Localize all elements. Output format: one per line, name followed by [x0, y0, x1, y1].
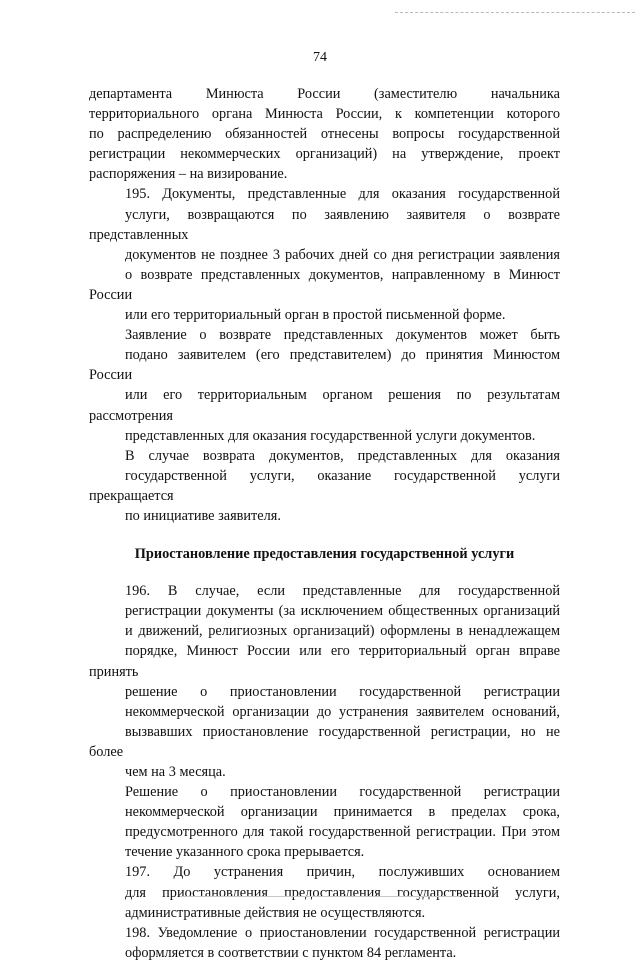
paragraph — [89, 862, 560, 922]
scan-bottom-border-line — [180, 896, 460, 897]
section-heading: Приостановление предоставления государственной услуги — [134, 546, 515, 563]
text-line: 198. Уведомление о приостановлении государственной регистрации — [125, 924, 560, 941]
text-line: по инициативе заявителя. — [125, 507, 281, 524]
text-line: услуги, возвращаются по заявлению заявителя о возврате представленных — [89, 206, 560, 243]
paragraph — [89, 782, 560, 862]
text-line: регистрации документы (за исключением общественных организаций — [125, 603, 560, 620]
text-line: или его территориальным органом решения по результатам рассмотрения — [89, 387, 560, 424]
section-after-heading — [89, 581, 560, 963]
text-line: 195. Документы, представленные для оказания государственной — [125, 186, 560, 203]
page-number: 74 — [313, 50, 327, 65]
text-line: для приостановления предоставления государственной услуги, — [125, 884, 560, 901]
text-line: департамента Минюста России (заместителю начальника — [89, 86, 560, 102]
text-line: решение о приостановлении государственной регистрации — [125, 683, 560, 700]
text-line: регистрации некоммерческих организаций) на утверждение, проект — [89, 146, 560, 163]
scan-top-border-line — [395, 12, 635, 13]
text-line: оформляется в соответствии с пунктом 84 регламента. — [125, 944, 457, 961]
paragraph — [89, 325, 560, 446]
text-line: некоммерческой организации принимается в пределах срока, — [125, 804, 560, 821]
text-line: территориального органа Минюста России, к компетенции которого — [89, 106, 560, 123]
text-line: В случае возврата документов, представленных для оказания — [125, 447, 560, 464]
paragraph — [89, 581, 560, 782]
document-body — [89, 84, 560, 963]
text-line: Решение о приостановлении государственной регистрации — [125, 784, 560, 801]
text-line: государственной услуги, оказание государственной услуги прекращается — [89, 467, 560, 504]
text-line: течение указанного срока прерывается. — [125, 844, 365, 861]
text-line: подано заявителем (его представителем) до принятия Минюстом России — [89, 347, 560, 384]
text-line: некоммерческой организации до устранения заявителем оснований, — [125, 703, 560, 720]
text-line: по распределению обязанностей отнесены вопросы государственной — [89, 126, 560, 143]
paragraph — [89, 446, 560, 526]
text-line: административные действия не осуществляются. — [125, 904, 426, 921]
text-line: вызвавших приостановление государственной регистрации, но не более — [89, 723, 560, 760]
paragraph — [89, 923, 560, 963]
text-line: Заявление о возврате представленных документов может быть — [125, 327, 560, 344]
text-line: распоряжения – на визирование. — [89, 166, 288, 183]
text-line: или его территориальный орган в простой письменной форме. — [125, 307, 506, 324]
text-line: 196. В случае, если представленные для государственной — [125, 583, 560, 600]
text-line: чем на 3 месяца. — [125, 764, 226, 780]
text-line: и движений, религиозных организаций) оформлены в ненадлежащем — [125, 623, 560, 640]
text-line: 197. До устранения причин, послуживших основанием — [125, 864, 560, 881]
text-line: документов не позднее 3 рабочих дней со дня регистрации заявления — [125, 246, 560, 263]
paragraph — [89, 184, 560, 325]
text-line: о возврате представленных документов, направленному в Минюст России — [89, 266, 560, 303]
paragraph — [89, 84, 560, 184]
text-line: представленных для оказания государственной услуги документов. — [125, 427, 536, 444]
text-line: порядке, Минюст России или его территориальный орган вправе принять — [89, 643, 560, 680]
section-before-heading — [89, 84, 560, 526]
text-line: предусмотренного для такой государственной регистрации. При этом — [125, 824, 560, 841]
